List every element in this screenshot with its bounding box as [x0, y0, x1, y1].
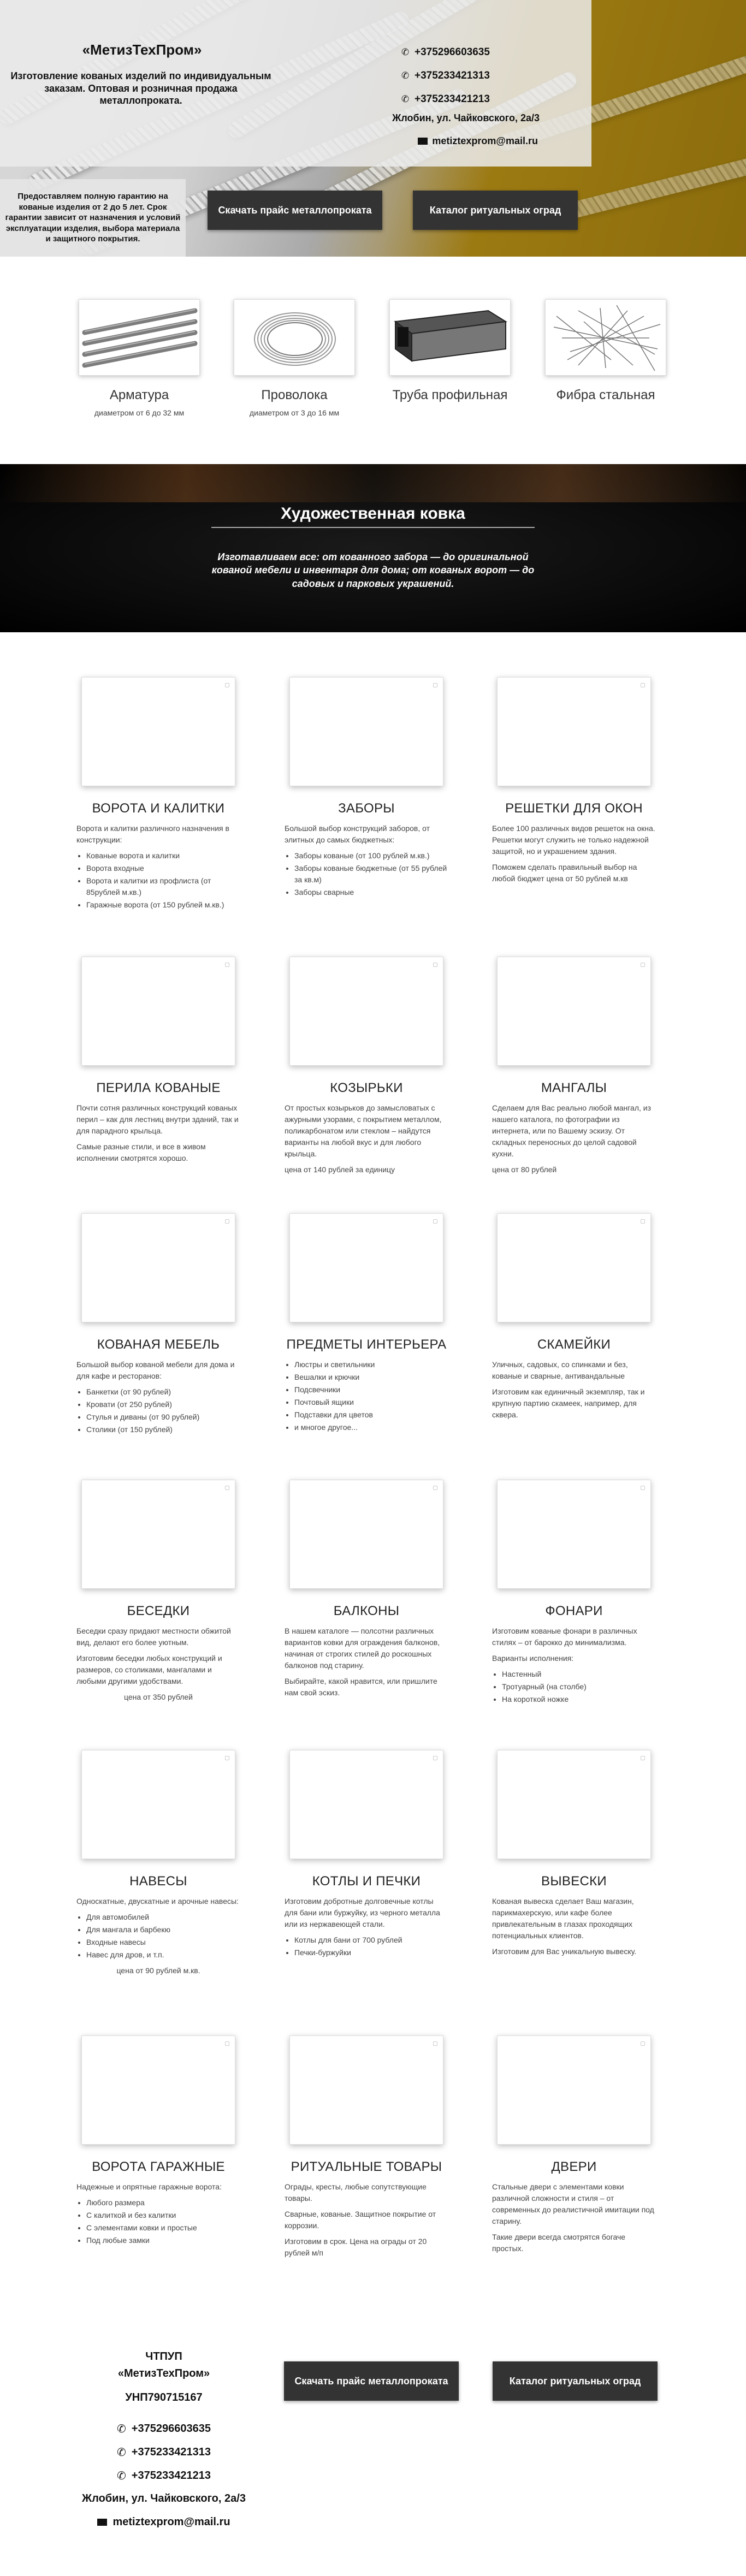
service-list-item: • На короткой ножке: [502, 1694, 656, 1705]
service-card[interactable]: [285, 2035, 448, 2263]
phone-icon: ✆: [401, 70, 410, 81]
image-icon: [225, 1486, 229, 1490]
service-description: [285, 1896, 448, 1958]
service-text: Изготовим в срок. Цена на ограды от 20 рублей м/п: [285, 2237, 427, 2257]
service-card[interactable]: [76, 1213, 240, 1440]
footer-email-link[interactable]: [71, 2516, 257, 2528]
service-text: Ворота и калитки различного назначения в конструкции:: [76, 824, 229, 844]
steel-fiber-image: [545, 299, 666, 376]
image-icon: [225, 683, 229, 687]
service-list-item: • Кованые ворота и калитки: [86, 850, 240, 862]
image-icon: [641, 1486, 645, 1490]
service-list-item: • Ворота входные: [86, 863, 240, 874]
service-title: НАВЕСЫ: [129, 1874, 187, 1889]
phone-number: +375233421213: [131, 2470, 211, 2482]
service-list-item: • Котлы для бани от 700 рублей: [294, 1934, 448, 1946]
service-title: МАНГАЛЫ: [541, 1081, 607, 1095]
image-icon: [433, 1486, 437, 1490]
product-subtitle: диаметром от 3 до 16 мм: [249, 408, 340, 417]
service-description: [76, 1625, 240, 1703]
service-description: [285, 1625, 448, 1699]
image-icon: [641, 1219, 645, 1224]
phone-icon: ✆: [117, 2423, 126, 2435]
service-text: Сварные, кованые. Защитное покрытие от коррозии.: [285, 2210, 436, 2230]
service-list: [294, 1359, 448, 1433]
service-price: цена от 140 рублей за единицу: [285, 1165, 395, 1174]
product-item[interactable]: [79, 299, 200, 417]
service-text: Сделаем для Вас реально любой мангал, из нашего каталога, по фотографии из интернета, или по Вашему эскизу. От складных переносных до целой садовой кухни.: [492, 1103, 652, 1158]
phone-icon: ✆: [117, 2470, 126, 2482]
service-image: [497, 677, 651, 786]
envelope-icon: [418, 138, 428, 145]
service-title: ЗАБОРЫ: [338, 801, 395, 816]
service-description: [492, 1102, 656, 1176]
service-image: [497, 1213, 651, 1322]
hero-phones: [401, 40, 549, 111]
service-card[interactable]: [76, 1750, 240, 1981]
service-list-item: • Заборы сварные: [294, 887, 448, 898]
service-description: [76, 2181, 240, 2246]
service-list-item: • Ворота и калитки из профлиста (от 85рублей м.кв.): [86, 875, 240, 898]
service-list-item: • и многое другое...: [294, 1422, 448, 1433]
service-image: [497, 2035, 651, 2145]
service-description: [76, 1102, 240, 1164]
service-description: [285, 2181, 448, 2259]
service-list-item: • Навес для дров, и т.п.: [86, 1949, 240, 1961]
image-icon: [433, 1219, 437, 1224]
company-description: Изготовление кованых изделий по индивидуальным заказам. Оптовая и розничная продажа металлопроката.: [10, 70, 271, 106]
service-text: Односкатные, двускатные и арочные навесы:: [76, 1897, 239, 1906]
service-card[interactable]: [76, 677, 240, 915]
image-icon: [641, 683, 645, 687]
phone-number: +375233421313: [415, 69, 490, 81]
service-card[interactable]: [76, 1480, 240, 1707]
service-card[interactable]: [285, 957, 448, 1180]
image-icon: [433, 2041, 437, 2046]
company-name: «МетизТехПром»: [82, 41, 202, 58]
service-list-item: • Тротуарный (на столбе): [502, 1681, 656, 1693]
service-list-item: • Заборы кованые бюджетные (от 55 рублей за кв.м): [294, 863, 448, 886]
service-text: Почти сотня различных конструкций кованых перил – как для лестниц внутри зданий, так и для парадного крыльца.: [76, 1103, 239, 1135]
service-text: Изготовим кованые фонари в различных стилях – от барокко до минимализма.: [492, 1627, 637, 1647]
service-image: [81, 677, 235, 786]
phone-number: +375233421313: [131, 2446, 211, 2458]
product-item[interactable]: [389, 299, 511, 408]
service-list: [86, 1386, 240, 1435]
service-description: [76, 1896, 240, 1976]
phone-icon: ✆: [401, 93, 410, 104]
footer-address: Жлобин, ул. Чайковского, 2а/3: [82, 2492, 246, 2504]
service-text: Большой выбор конструкций заборов, от элитных до самых бюджетных:: [285, 824, 430, 844]
image-icon: [225, 1219, 229, 1224]
service-image: [289, 957, 443, 1066]
banner-divider: [211, 527, 535, 528]
footer-phone-link[interactable]: [71, 2446, 257, 2459]
footer-org: ЧТПУП: [145, 2351, 182, 2363]
catalog-button[interactable]: Каталог ритуальных оград: [413, 191, 578, 230]
service-image: [289, 1750, 443, 1859]
hero-email-link[interactable]: [382, 135, 538, 147]
email-text: metiztexprom@mail.ru: [113, 2516, 230, 2528]
service-text: Поможем сделать правильный выбор на любой бюджет цена от 50 рублей м.кв: [492, 863, 637, 883]
service-image: [497, 1750, 651, 1859]
service-description: [492, 823, 656, 885]
service-list-item: • Любого размера: [86, 2197, 240, 2209]
product-item[interactable]: [545, 299, 666, 408]
product-title: Проволока: [261, 388, 328, 402]
service-title: РЕШЕТКИ ДЛЯ ОКОН: [505, 801, 643, 816]
service-list-item: • Печки-буржуйки: [294, 1947, 448, 1958]
service-list-item: • Почтовый ящики: [294, 1397, 448, 1408]
service-card[interactable]: [285, 677, 448, 903]
service-description: [76, 823, 240, 911]
service-text: Изготовим добротные долговечные котлы для бани или буржуйку, из черного металла или из нержавеющей стали.: [285, 1897, 440, 1928]
service-image: [81, 1480, 235, 1589]
banner-title: Художественная ковка: [281, 504, 465, 523]
service-card[interactable]: [285, 1213, 448, 1438]
service-card[interactable]: [492, 677, 656, 889]
service-image: [289, 677, 443, 786]
image-icon: [641, 2041, 645, 2046]
service-title: ДВЕРИ: [551, 2159, 597, 2174]
footer-download-price-button[interactable]: Скачать прайс металлопроката: [284, 2361, 459, 2401]
product-title: Арматура: [109, 388, 169, 402]
service-price: цена от 90 рублей м.кв.: [116, 1966, 200, 1975]
service-image: [289, 2035, 443, 2145]
image-icon: [433, 1756, 437, 1760]
service-list: [294, 1934, 448, 1958]
image-icon: [641, 963, 645, 967]
service-title: КОЗЫРЬКИ: [330, 1081, 403, 1095]
image-icon: [225, 963, 229, 967]
service-title: ВОРОТА ГАРАЖНЫЕ: [92, 2159, 225, 2174]
service-description: [76, 1359, 240, 1435]
phone-link[interactable]: [401, 40, 549, 64]
phone-link[interactable]: [401, 64, 549, 87]
image-icon: [641, 1756, 645, 1760]
banner-text: Изготавливаем все: от кованного забора — до оригинальной кованой мебели и инвентаря для дома; от кованых ворот — до садовых и парковых украшений.: [211, 551, 535, 589]
service-list: [502, 1669, 656, 1705]
footer-company: «МетизТехПром»: [117, 2367, 210, 2379]
service-text: Уличных, садовых, со спинками и без, кованые и сварные, антивандальные: [492, 1360, 628, 1380]
footer-unp: УНП790715167: [125, 2391, 203, 2403]
phone-number: +375296603635: [131, 2423, 211, 2435]
service-list-item: • Столики (от 150 рублей): [86, 1424, 240, 1435]
phone-number: +375296603635: [415, 46, 490, 58]
service-text: Беседки сразу придают местности обжитой вид, делают его более уютным.: [76, 1627, 231, 1647]
service-image: [497, 957, 651, 1066]
service-image: [81, 957, 235, 1066]
service-price: цена от 350 рублей: [123, 1693, 193, 1701]
footer-phone-link[interactable]: [71, 2422, 257, 2436]
image-icon: [225, 2041, 229, 2046]
service-list-item: • Под любые замки: [86, 2235, 240, 2246]
service-title: БЕСЕДКИ: [127, 1604, 190, 1618]
service-text: Изготовим беседки любых конструкций и размеров, со столиками, мангалами и любыми другими удобствами.: [76, 1654, 222, 1685]
service-description: [285, 1102, 448, 1176]
service-list-item: • Входные навесы: [86, 1937, 240, 1948]
service-text: Кованая вывеска сделает Ваш магазин, парикмахерскую, или кафе более привлекательным в глазах проходящих потенциальных клиентов.: [492, 1897, 634, 1940]
phone-icon: ✆: [117, 2447, 126, 2459]
service-description: [285, 1359, 448, 1433]
service-text: Варианты исполнения:: [492, 1654, 574, 1663]
service-text: Более 100 различных видов решеток на окна. Решетки могут служить не только надежной защитой, но и украшением здания.: [492, 824, 655, 856]
service-image: [289, 1213, 443, 1322]
service-image: [497, 1480, 651, 1589]
envelope-icon: [97, 2519, 107, 2526]
service-image: [81, 1750, 235, 1859]
service-card[interactable]: [492, 1480, 656, 1710]
service-image: [289, 1480, 443, 1589]
service-list-item: • Для мангала и барбекю: [86, 1924, 240, 1936]
service-text: Самые разные стили, и все в живом исполнении смотрятся хорошо.: [76, 1142, 206, 1162]
service-description: [492, 2181, 656, 2254]
forging-banner: [0, 464, 746, 632]
hero-address: Жлобин, ул. Чайковского, 2а/3: [392, 112, 540, 123]
hero-section: [0, 0, 746, 257]
service-list-item: • Для автомобилей: [86, 1912, 240, 1923]
service-title: СКАМЕЙКИ: [537, 1337, 611, 1352]
service-card[interactable]: [492, 2035, 656, 2259]
service-card[interactable]: [285, 1480, 448, 1703]
service-price: цена от 80 рублей: [492, 1165, 557, 1174]
guarantee-text: Предоставляем полную гарантию на кованые изделия от 2 до 5 лет. Срок гарантии зависит от назначения и условий эксплуатации изделия, выбора материала и защитного покрытия.: [0, 179, 186, 257]
image-icon: [433, 963, 437, 967]
product-title: Фибра стальная: [556, 388, 655, 402]
service-image: [81, 1213, 235, 1322]
service-title: ПРЕДМЕТЫ ИНТЕРЬЕРА: [286, 1337, 447, 1352]
service-text: Надежные и опрятные гаражные ворота:: [76, 2182, 222, 2191]
service-text: Большой выбор кованой мебели для дома и для кафе и ресторанов:: [76, 1360, 235, 1380]
service-card[interactable]: [492, 957, 656, 1180]
image-icon: [225, 1756, 229, 1760]
service-description: [492, 1625, 656, 1705]
service-text: Выбирайте, какой нравится, или пришлите нам свой эскиз.: [285, 1677, 437, 1697]
service-card[interactable]: [76, 2035, 240, 2251]
service-list-item: • Люстры и светильники: [294, 1359, 448, 1370]
service-list: [86, 1912, 240, 1961]
service-title: ФОНАРИ: [545, 1604, 603, 1618]
phone-icon: ✆: [401, 46, 410, 57]
service-title: РИТУАЛЬНЫЕ ТОВАРЫ: [291, 2159, 442, 2174]
service-card[interactable]: [76, 957, 240, 1168]
service-card[interactable]: [492, 1750, 656, 1962]
service-list-item: • Заборы кованые (от 100 рублей м.кв.): [294, 850, 448, 862]
phone-number: +375233421213: [415, 93, 490, 105]
service-title: ВЫВЕСКИ: [541, 1874, 607, 1889]
email-text: metiztexprom@mail.ru: [432, 135, 538, 146]
service-card[interactable]: [285, 1750, 448, 1963]
footer-phone-link[interactable]: [71, 2469, 257, 2483]
service-list: [86, 2197, 240, 2246]
service-text: От простых козырьков до замысловатых с ажурными узорами, с покрытием металлом, поликарбонатом или стеклом – найдутся варианты на любой вкус и для любого крыльца.: [285, 1103, 442, 1158]
service-title: КОТЛЫ И ПЕЧКИ: [312, 1874, 421, 1889]
service-description: [285, 823, 448, 898]
footer-catalog-button[interactable]: Каталог ритуальных оград: [493, 2361, 658, 2401]
product-title: Труба профильная: [392, 388, 508, 402]
service-list-item: • Подсвечники: [294, 1384, 448, 1396]
service-image: [81, 2035, 235, 2145]
service-list: [86, 850, 240, 911]
wire-image: [234, 299, 355, 376]
service-title: БАЛКОНЫ: [333, 1604, 400, 1618]
service-list-item: • Банкетки (от 90 рублей): [86, 1386, 240, 1398]
service-description: [492, 1896, 656, 1957]
service-title: ПЕРИЛА КОВАНЫЕ: [96, 1081, 221, 1095]
service-text: Стальные двери с элементами ковки различной сложности и стиля – от современных до реалистичной имитации под старину.: [492, 2182, 654, 2225]
profile-pipe-image: [389, 299, 511, 376]
service-list-item: • Стулья и диваны (от 90 рублей): [86, 1411, 240, 1423]
service-text: Изготовим как единичный экземпляр, так и крупную партию скамеек, например, для сквера.: [492, 1387, 645, 1419]
service-text: Ограды, кресты, любые сопутствующие товары.: [285, 2182, 427, 2203]
service-list-item: • Подставки для цветов: [294, 1409, 448, 1421]
product-item[interactable]: [234, 299, 355, 417]
rebar-image: [79, 299, 200, 376]
service-list: [294, 850, 448, 898]
service-title: ВОРОТА И КАЛИТКИ: [92, 801, 225, 816]
service-card[interactable]: [492, 1213, 656, 1425]
service-list-item: • С элементами ковки и простые: [86, 2222, 240, 2234]
service-title: КОВАНАЯ МЕБЕЛЬ: [97, 1337, 220, 1352]
service-text: В нашем каталоге — полсотни различных вариантов ковки для ограждения балконов, начиная от строгих стилей до роскошных балконов под старину.: [285, 1627, 440, 1670]
service-text: Такие двери всегда смотрятся богаче простых.: [492, 2233, 626, 2253]
service-list-item: • Вешалки и крючки: [294, 1372, 448, 1383]
service-description: [492, 1359, 656, 1421]
service-list-item: • Гаражные ворота (от 150 рублей м.кв.): [86, 899, 240, 911]
service-list-item: • С калиткой и без калитки: [86, 2210, 240, 2221]
image-icon: [433, 683, 437, 687]
download-price-button[interactable]: Скачать прайс металлопроката: [208, 191, 382, 230]
product-subtitle: диаметром от 6 до 32 мм: [94, 408, 185, 417]
service-text: Изготовим для Вас уникальную вывеску.: [492, 1947, 637, 1956]
service-list-item: • Кровати (от 250 рублей): [86, 1399, 240, 1410]
phone-link[interactable]: [401, 87, 549, 111]
service-list-item: • Настенный: [502, 1669, 656, 1680]
